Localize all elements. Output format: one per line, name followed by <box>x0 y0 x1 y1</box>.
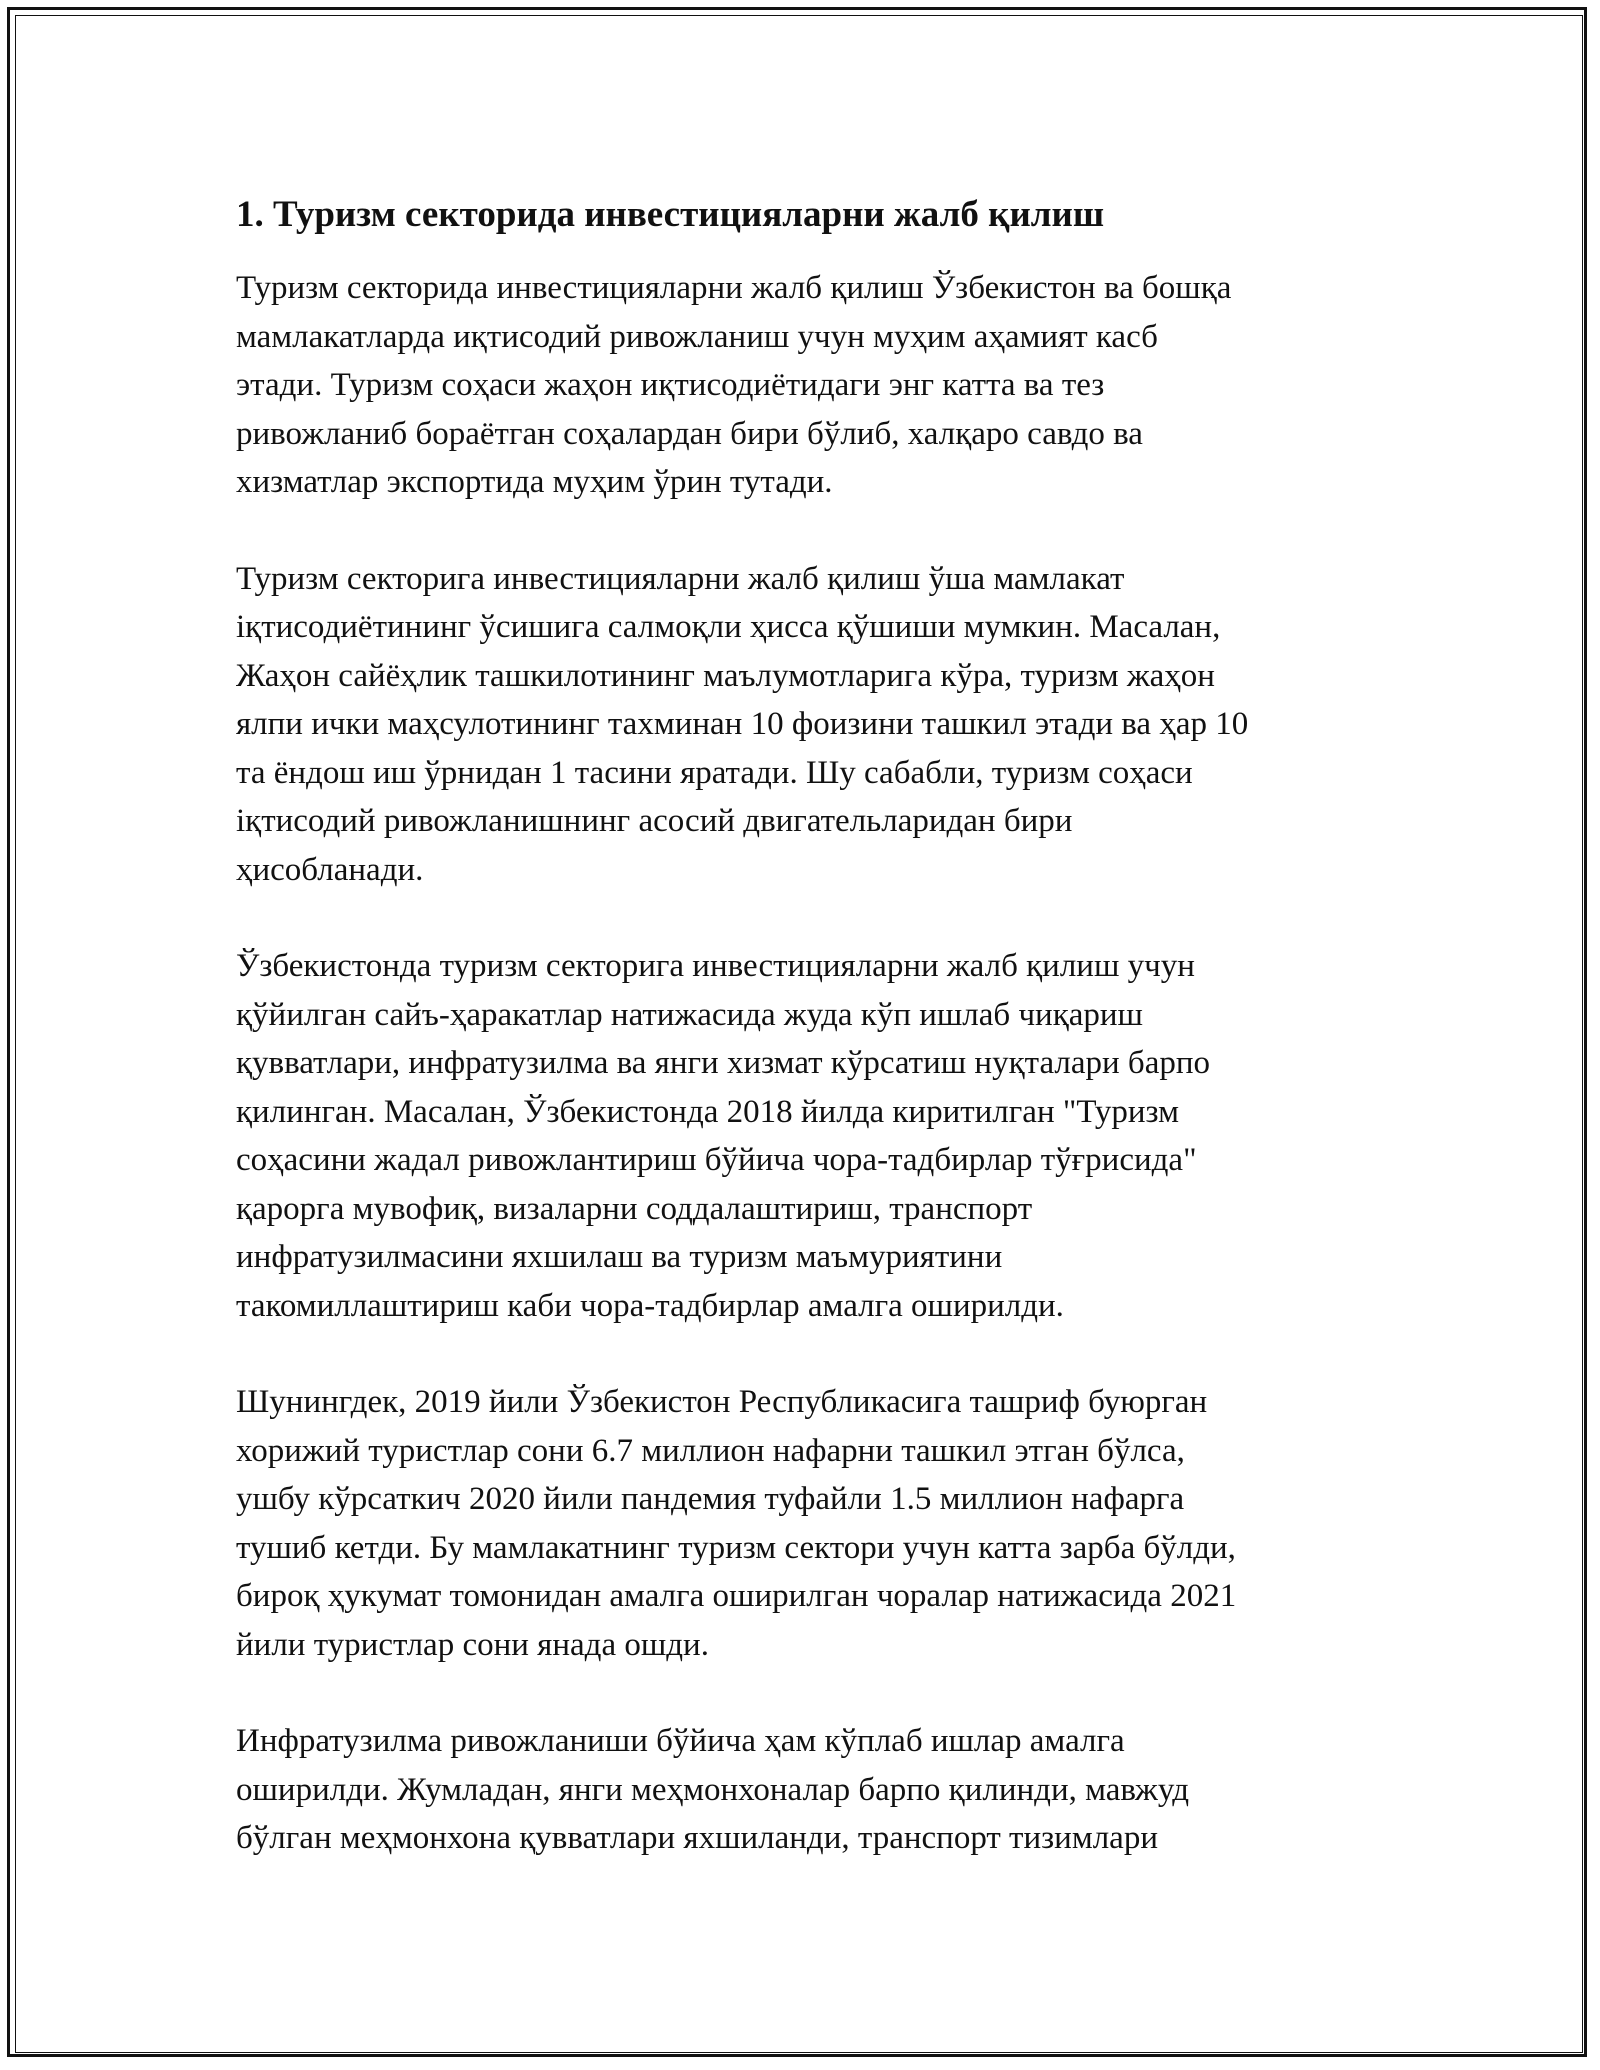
paragraph-1: Туризм секторида инвестицияларни жалб қилиш Ўзбекистон ва бошқа мамлакатларда иқтисодий ривожланиш учун муҳим аҳамият касб этади. Туризм соҳаси жаҳон иқтисодиётидаги энг катта ва тез ривожланиб бораётган соҳалардан бири бўлиб, халқаро савдо ва хизматлар экспортида муҳим ўрин тутади. <box>236 270 1232 500</box>
document-body <box>236 190 1366 1911</box>
section-heading: 1. Туризм секторида инвестицияларни жалб қилиш <box>236 194 1105 235</box>
paragraph-4: Шунингдек, 2019 йили Ўзбекистон Республикасига ташриф буюрган хорижий туристлар сони 6.7 миллион нафарни ташкил этган бўлса, ушбу кўрсаткич 2020 йили пандемия туфайли 1.5 миллион нафарга тушиб кетди. Бу мамлакатнинг туризм сектори учун катта зарба бўлди, бироқ ҳукумат томонидан амалга оширилган чоралар натижасида 2021 йили туристлар сони янада ошди. <box>236 1384 1237 1663</box>
paragraph-2: Туризм секторига инвестицияларни жалб қилиш ўша мамлакат iқтисодиётининг ўсишига салмоқли ҳисса қўшиши мумкин. Масалан, Жаҳон сайёҳлик ташкилотининг маълумотларига кўра, туризм жаҳон ялпи ички маҳсулотининг тахминан 10 фоизини ташкил этади ва ҳар 10 та ёндош иш ўрнидан 1 тасини яратади. Шу сабабли, туризм соҳаси iқтисодий ривожланишнинг асосий двигательларидан бири ҳисобланади. <box>236 560 1249 888</box>
paragraph-5: Инфратузилма ривожланиши бўйича ҳам кўплаб ишлар амалга оширилди. Жумладан, янги меҳмонхоналар барпо қилинди, мавжуд бўлган меҳмонхона қувватлари яхшиланди, транспорт тизимлари <box>236 1723 1190 1856</box>
paragraph-3: Ўзбекистонда туризм секторига инвестицияларни жалб қилиш учун қўйилган сайъ-ҳаракатлар натижасида жуда кўп ишлаб чиқариш қувватлари, инфратузилма ва янги хизмат кўрсатиш нуқталари барпо қилинган. Масалан, Ўзбекистонда 2018 йилда киритилган "Туризм соҳасини жадал ривожлантириш бўйича чора-тадбирлар тўғрисида" қарорга мувофиқ, визаларни соддалаштириш, транспорт инфратузилмасини яхшилаш ва туризм маъмуриятини такомиллаштириш каби чора-тадбирлар амалга оширилди. <box>236 948 1210 1324</box>
